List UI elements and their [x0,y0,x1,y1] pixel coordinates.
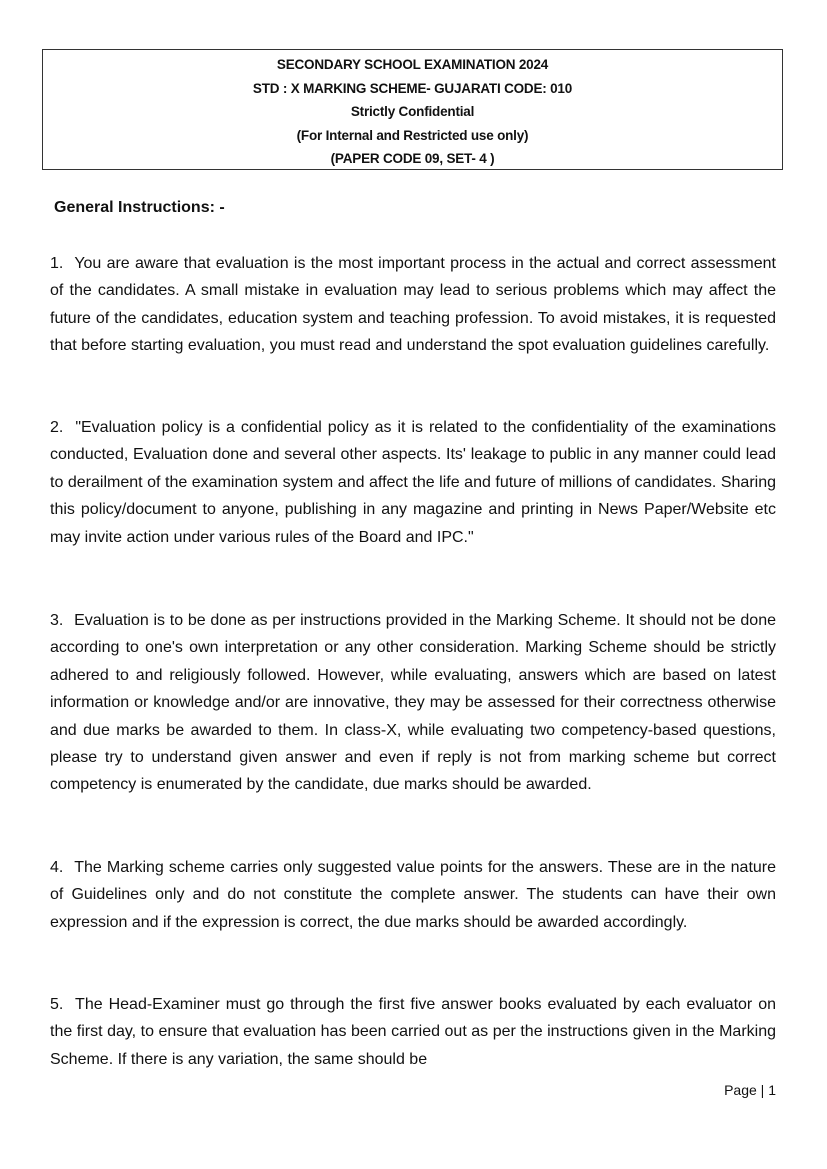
instruction-text: The Head-Examiner must go through the first five answer books evaluated by each evaluator on the first day, to ensure that evaluation has been carried out as per the instructions given in the Marking Scheme. If there is any variation, the same should be [50,996,777,1068]
marking-scheme-title: STD : X MARKING SCHEME- GUJARATI CODE: 010 [252,80,573,96]
instruction-text: You are aware that evaluation is the most important process in the actual and correct assessment of the candidates. A small mistake in evaluation may lead to serious problems which may affect the future of the candidates, education system and teaching profession. To avoid mistakes, it is requested that before starting evaluation, you must read and understand the spot evaluation guidelines carefully. [50,255,776,355]
section-title: General Instructions: - [54,199,225,216]
paper-code-label: (PAPER CODE 09, SET- 4 ) [330,151,495,166]
exam-title: SECONDARY SCHOOL EXAMINATION 2024 [276,57,549,72]
instruction-5 [50,991,776,1073]
instruction-number: 3. [50,612,64,629]
instruction-2 [50,414,776,551]
instruction-4 [50,854,776,936]
instruction-number: 5. [50,996,64,1013]
confidential-label: Strictly Confidential [350,104,475,119]
instruction-text: Evaluation is to be done as per instructions provided in the Marking Scheme. It should not be done according to one's own interpretation or any other consideration. Marking Scheme should be strictly adhered to and religiously followed. However, while evaluating, answers which are based on latest information or knowledge and/or are innovative, they may be assessed for their correctness otherwise and due marks be awarded to them. In class-X, while evaluating two competency-based questions, please try to understand given answer and even if reply is not from marking scheme but correct competency is enumerated by the candidate, due marks should be awarded. [50,612,776,794]
instruction-text: "Evaluation policy is a confidential policy as it is related to the confidentiality of the examinations conducted, Evaluation done and several other aspects. Its' leakage to public in any manner could lead to derailment of the examination system and affect the life and future of millions of candidates. Sharing this policy/document to anyone, publishing in any magazine and printing in News Paper/Website etc may invite action under various rules of the Board and IPC." [50,419,776,546]
instruction-3 [50,607,776,799]
instruction-number: 2. [50,419,64,436]
instruction-number: 1. [50,255,64,272]
restricted-use-label: (For Internal and Restricted use only) [296,127,529,143]
instruction-text: The Marking scheme carries only suggested value points for the answers. These are in the nature of Guidelines only and do not constitute the complete answer. The students can have their own expression and if the expression is correct, the due marks should be awarded accordingly. [50,859,777,931]
instruction-number: 4. [50,859,64,876]
instruction-1 [50,250,776,360]
header-box [42,49,783,170]
page-number: Page | 1 [724,1082,776,1098]
